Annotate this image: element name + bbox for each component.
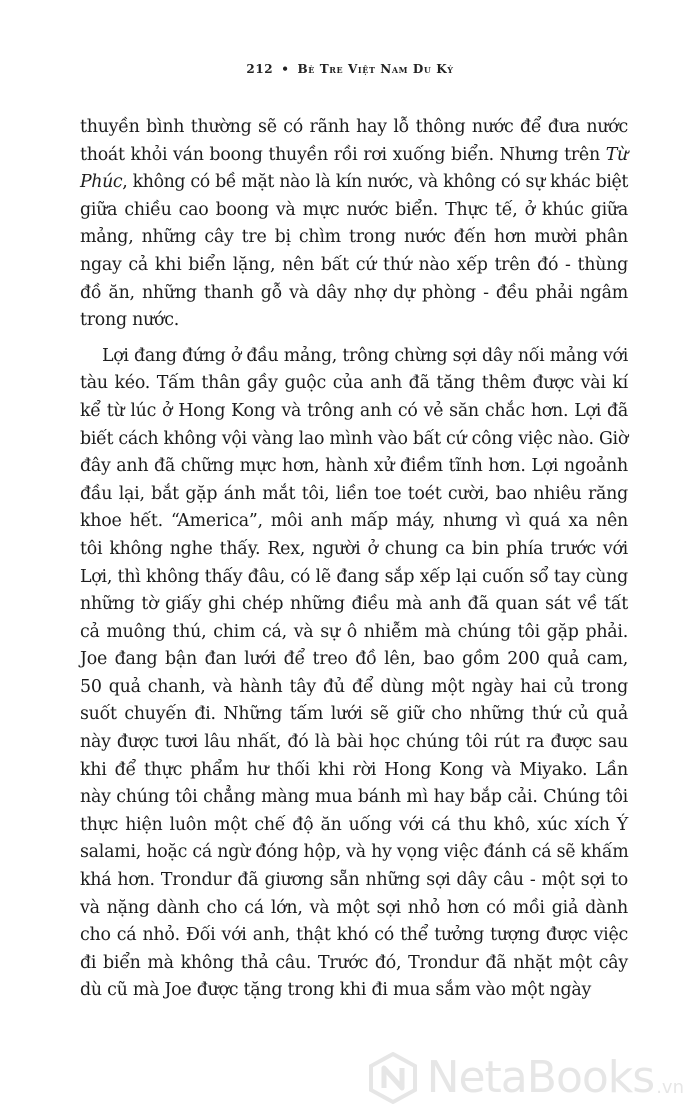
- text-segment: đây anh đã chững mực hơn, hành xử điềm tĩnh hơn. Lợi ngoảnh: [80, 456, 628, 477]
- text-segment: kể từ lúc ở Hong Kong và trông anh có vẻ săn chắc hơn. Lợi đã: [80, 400, 628, 421]
- book-title: Bè Tre Việt Nam Du Ký: [297, 62, 454, 76]
- text-segment: salami, hoặc cá ngừ đóng hộp, và hy vọng việc đánh cá sẽ khấm: [80, 842, 629, 863]
- text-line: [80, 564, 628, 592]
- text-segment: giữa chiều cao boong và mực nước biển. Thực tế, ở khúc giữa: [80, 199, 628, 220]
- text-segment: thực hiện luôn một chế độ ăn uống với cá thu khô, xúc xích Ý: [80, 814, 628, 835]
- text-line: [80, 252, 628, 280]
- italic-text: Từ: [605, 144, 628, 165]
- watermark-tld: .vn: [656, 1077, 684, 1098]
- text-segment: khá hơn. Trondur đã giương sẵn những sợi dây câu - một sợi to: [80, 870, 628, 891]
- text-segment: cho cá nhỏ. Đối với anh, thật khó có thể tưởng tượng được việc: [80, 925, 628, 946]
- text-segment: này được tươi lâu nhất, đó là bài học chúng tôi rút ra được sau: [80, 732, 628, 753]
- text-segment: và nặng dành cho cá lớn, và một sợi nhỏ hơn có mồi giả dành: [80, 897, 628, 918]
- text-segment: suốt chuyến đi. Những tấm lưới sẽ giữ cho những thứ củ quả: [80, 704, 628, 725]
- text-segment: này chúng tôi chẳng màng mua bánh mì hay bắp cải. Chúng tôi: [80, 787, 628, 808]
- text-segment: biết cách không vội vàng lao mình vào bất cứ công việc nào. Giờ: [80, 428, 628, 449]
- text-line: [80, 895, 628, 923]
- text-line: [80, 536, 628, 564]
- text-segment: tàu kéo. Tấm thân gầy guộc của anh đã tăng thêm được vài kí: [80, 373, 628, 394]
- text-line: [80, 591, 628, 619]
- text-segment: , không có bề mặt nào là kín nước, và không có sự khác biệt: [122, 172, 628, 193]
- text-line: [80, 646, 628, 674]
- text-segment: 50 quả chanh, và hành tây đủ để dùng một ngày hai củ trong: [80, 676, 628, 697]
- text-line: [80, 922, 628, 950]
- text-line: [80, 169, 628, 197]
- text-segment: Lợi đang đứng ở đầu mảng, trông chừng sợi dây nối mảng với: [102, 345, 628, 366]
- text-segment: dù cũ mà Joe được tặng trong khi đi mua sắm vào một ngày: [80, 980, 592, 1001]
- text-segment: cả muông thú, chim cá, và sự ô nhiễm mà chúng tôi gặp phải.: [80, 621, 628, 642]
- text-line: [80, 453, 628, 481]
- text-line: [80, 224, 628, 252]
- text-segment: đồ ăn, những thanh gỗ và dây nhợ dự phòng - đều phải ngâm: [80, 282, 628, 303]
- text-line: [80, 674, 628, 702]
- text-line: [80, 812, 628, 840]
- paragraph: [80, 343, 628, 1005]
- text-segment: khoe hết. “America”, môi anh mấp máy, nhưng vì quá xa nên: [80, 511, 628, 532]
- text-line: [80, 867, 628, 895]
- paragraph: [80, 114, 628, 335]
- text-line: [80, 839, 628, 867]
- body-text: [80, 114, 628, 1005]
- text-line: [80, 114, 628, 142]
- text-line: [80, 481, 628, 509]
- running-head: [0, 62, 700, 76]
- text-segment: ngay cả khi biển lặng, nên bất cứ thứ nào xếp trên đó - thùng: [80, 254, 628, 275]
- header-separator: •: [281, 62, 290, 76]
- text-segment: đầu lại, bắt gặp ánh mắt tôi, liền toe toét cười, bao nhiêu răng: [80, 483, 628, 504]
- text-line: [80, 280, 628, 308]
- text-segment: tôi không nghe thấy. Rex, người ở chung ca bin phía trước với: [80, 538, 628, 559]
- text-line: [80, 729, 628, 757]
- text-line: [80, 197, 628, 225]
- text-line: [80, 343, 628, 371]
- text-line: [80, 757, 628, 785]
- text-line: [80, 307, 628, 335]
- italic-text: Phúc: [80, 172, 123, 193]
- text-segment: thoát khỏi ván boong thuyền rồi rơi xuống biển. Nhưng trên: [80, 144, 606, 165]
- text-line: [80, 619, 628, 647]
- text-line: [80, 950, 628, 978]
- text-segment: khi để thực phẩm hư thối khi rời Hong Kong và Miyako. Lần: [80, 759, 628, 780]
- page-number: 212: [246, 62, 274, 76]
- text-line: [80, 370, 628, 398]
- text-line: [80, 977, 628, 1005]
- text-segment: mảng, những cây tre bị chìm trong nước đến hơn mười phân: [80, 227, 628, 248]
- watermark-text: NetaBooks: [426, 1052, 655, 1103]
- netabooks-logo-icon: [369, 1052, 417, 1104]
- text-segment: Lợi, thì không thấy đâu, có lẽ đang sắp xếp lại cuốn sổ tay cùng: [80, 566, 628, 587]
- text-segment: những tờ giấy ghi chép những điều mà anh đã quan sát về tất: [80, 594, 628, 615]
- text-segment: thuyền bình thường sẽ có rãnh hay lỗ thông nước để đưa nước: [80, 117, 628, 137]
- text-line: [80, 784, 628, 812]
- netabooks-watermark: [369, 1052, 684, 1104]
- text-line: [80, 142, 628, 170]
- text-segment: Joe đang bận đan lưới để treo đồ lên, bao gồm 200 quả cam,: [80, 649, 628, 670]
- text-line: [80, 398, 628, 426]
- text-segment: đi biển mà không thả câu. Trước đó, Trondur đã nhặt một cây: [80, 952, 628, 973]
- text-line: [80, 701, 628, 729]
- text-line: [80, 508, 628, 536]
- text-line: [80, 426, 628, 454]
- text-segment: trong nước.: [80, 310, 180, 331]
